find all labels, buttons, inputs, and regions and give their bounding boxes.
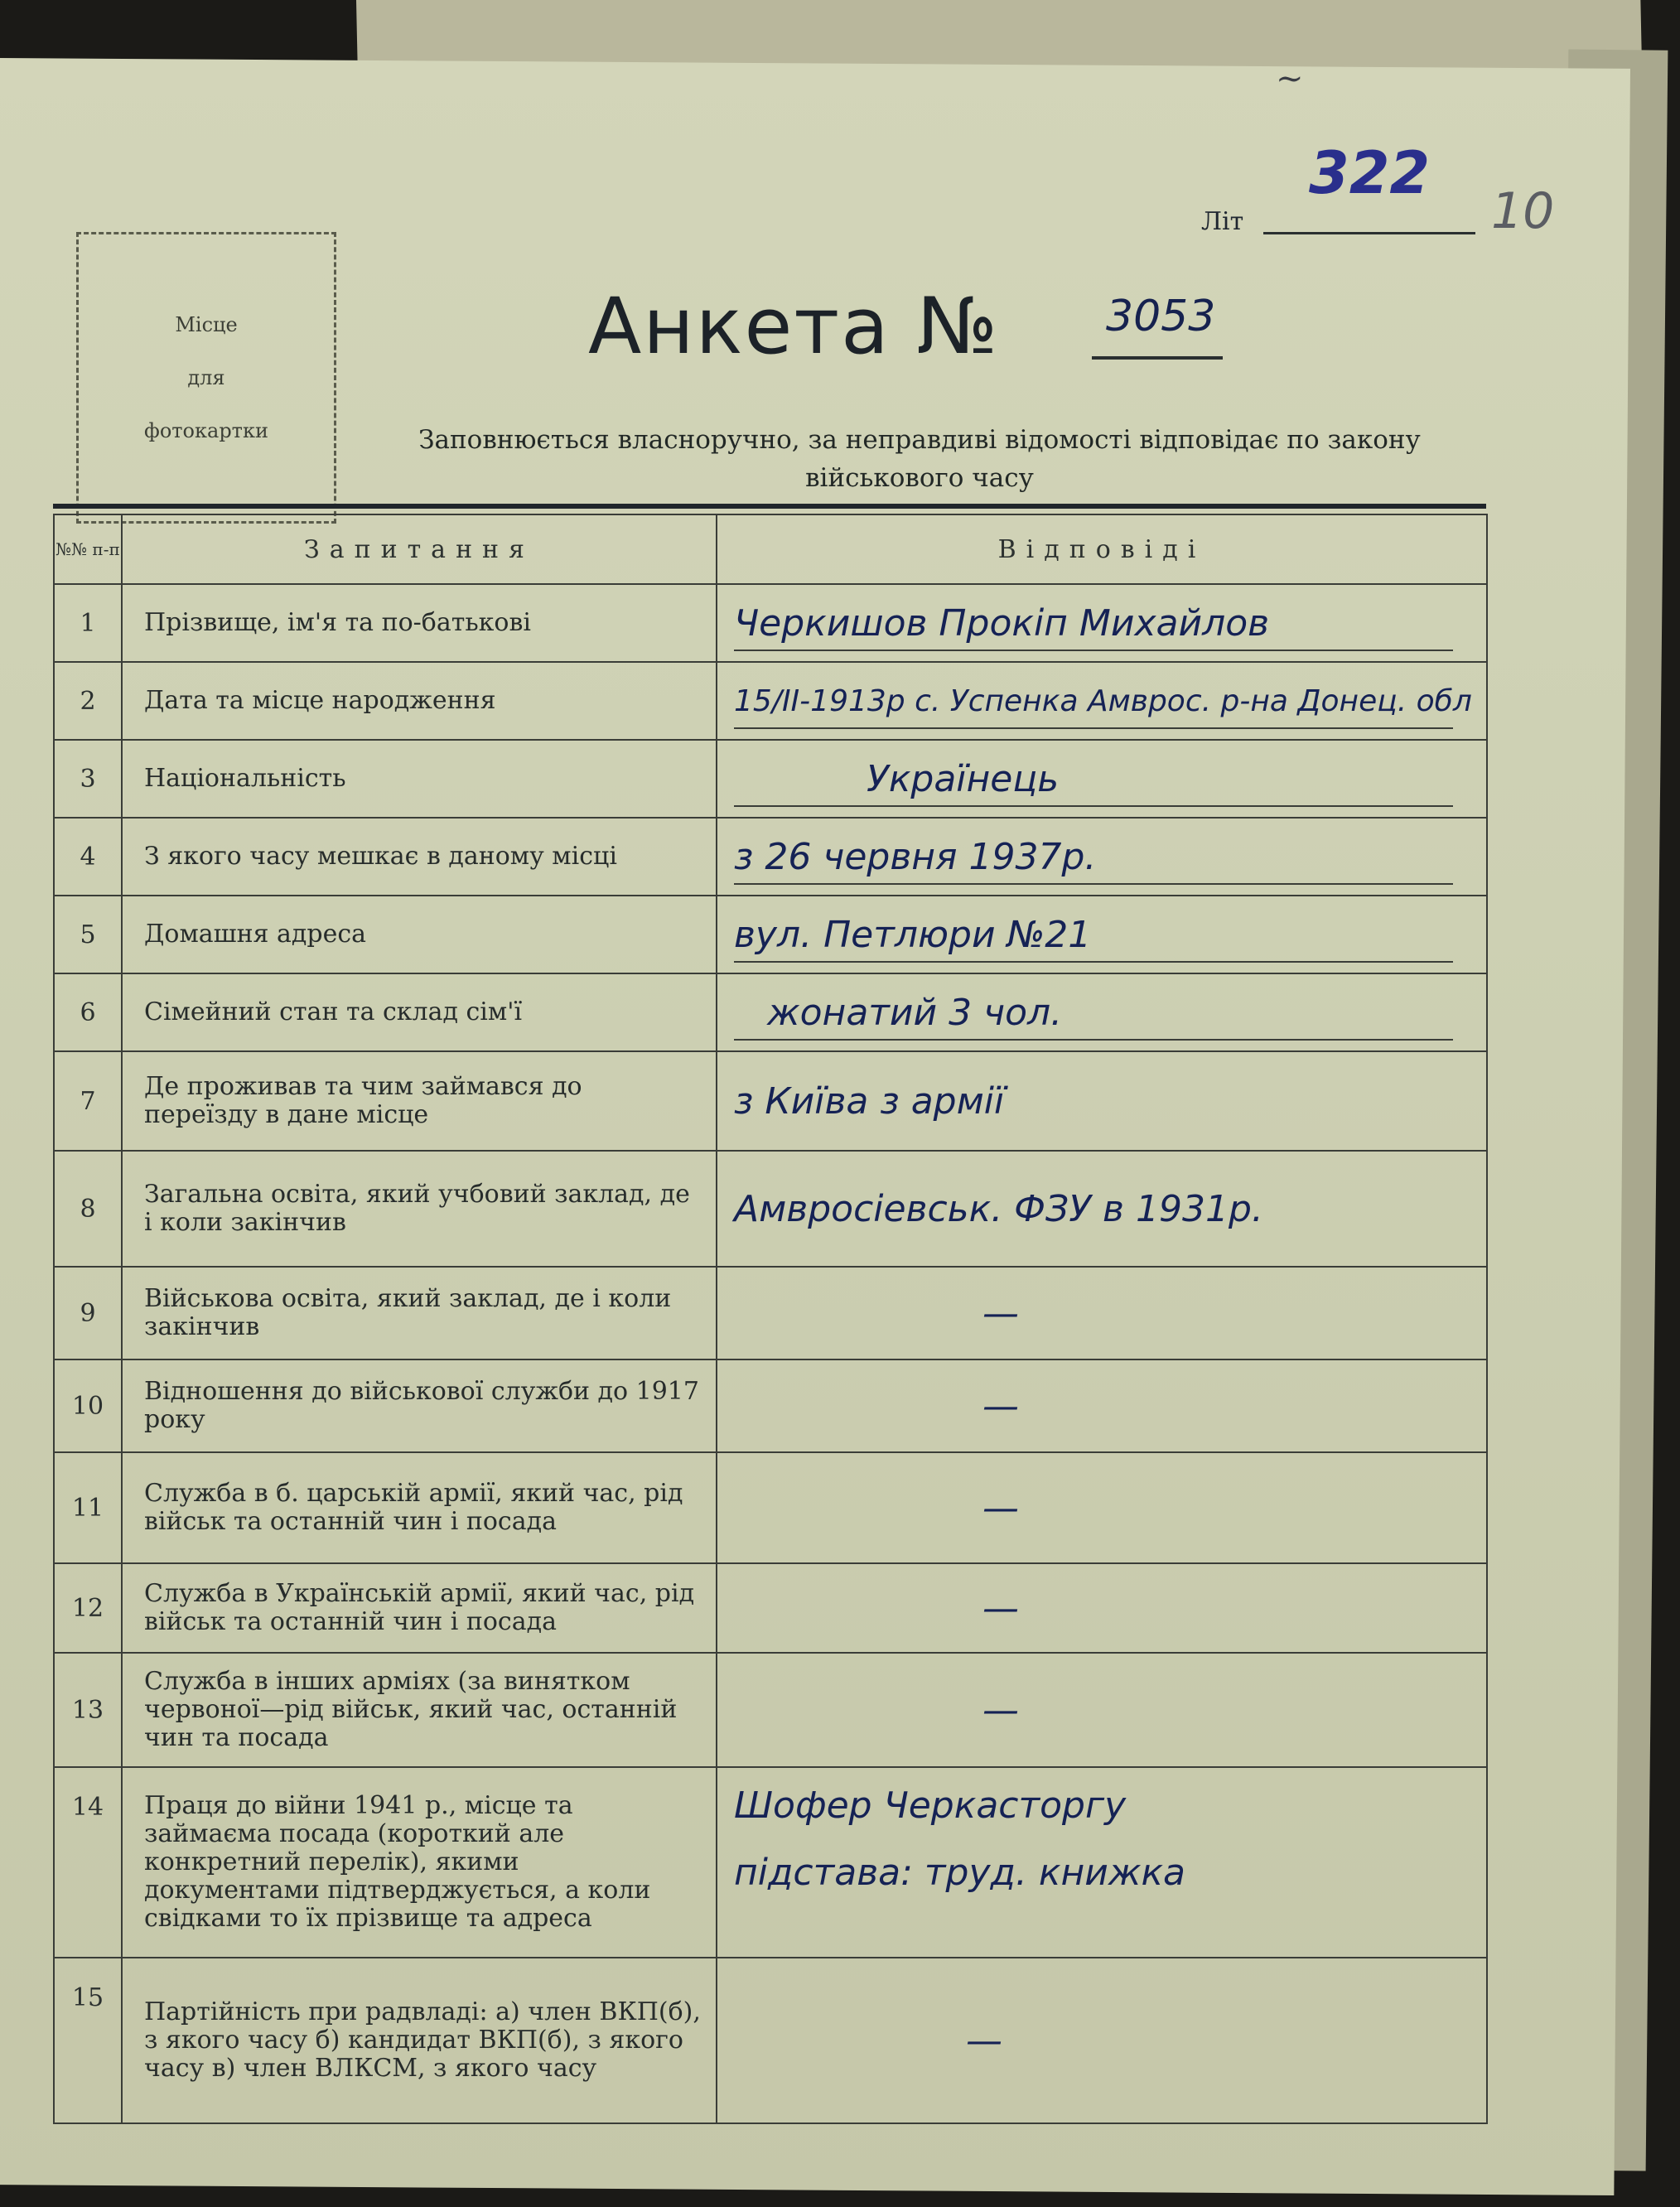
row-number: 4 [54,818,122,896]
header-rule [53,504,1486,509]
row-question: Де проживав та чим займався до переїзду в дане місце [122,1051,717,1151]
lit-side-value: 10 [1491,182,1555,240]
photo-placeholder [76,232,336,524]
row-answer-cell [717,1653,1487,1767]
form-subtitle [364,421,1475,497]
row-question: Прізвище, ім'я та по-батькові [122,584,717,662]
table-row [54,1767,1487,1958]
row-question: Сімейний стан та склад сім'ї [122,973,717,1051]
lit-underline [1263,232,1475,234]
table-row [54,1051,1487,1151]
subtitle-line-1: Заповнюється власноручно, за неправдиві відомості відповідає по закону [418,425,1421,455]
photo-box-line: для [187,366,225,389]
form-number: 3053 [1106,292,1216,341]
table-row [54,1653,1487,1767]
row-answer: з 26 червня 1937р. [734,835,1097,878]
row-question: Загальна освіта, який учбовий заклад, де і коли закінчив [122,1151,717,1267]
row-number: 11 [54,1452,122,1563]
table-row [54,1151,1487,1267]
row-answer: — [982,1486,1019,1529]
row-answer-cell [717,740,1487,818]
row-question: З якого часу мешкає в даному місці [122,818,717,896]
table-header-row [54,514,1487,584]
row-answer-cell [717,1359,1487,1452]
row-answer-cell [717,584,1487,662]
row-answer-cell [717,1151,1487,1267]
row-number: 9 [54,1267,122,1359]
photo-box-line: Місце [175,313,238,336]
row-answer: Черкишов Прокіп Михайлов [734,601,1270,645]
row-answer-line-2: підстава: труд. книжка [734,1852,1186,1894]
row-number: 12 [54,1563,122,1653]
form-title: Анкета № [588,282,1000,372]
col-question-header: Запитання [122,514,717,584]
row-answer: 15/ІІ-1913р с. Успенка Амврос. р-на Донец. обл [734,683,1472,718]
row-question: Служба в б. царській армії, який час, рід військ та останній чин і посада [122,1452,717,1563]
row-answer-cell [717,973,1487,1051]
row-number: 5 [54,896,122,973]
table-row [54,662,1487,740]
row-question: Служба в інших арміях (за винятком червоної—рід військ, який час, останній чин та посада [122,1653,717,1767]
row-answer-cell [717,1051,1487,1151]
row-question: Дата та місце народження [122,662,717,740]
table-row [54,818,1487,896]
table-row [54,1563,1487,1653]
row-question: Національність [122,740,717,818]
row-answer: Українець [867,757,1060,800]
row-answer-cell [717,1267,1487,1359]
row-number: 1 [54,584,122,662]
table-row [54,584,1487,662]
row-answer: — [982,1586,1019,1630]
lit-label: Літ [1201,207,1244,236]
row-question: Праця до війни 1941 р., місце та займаєма посада (короткий але конкретний перелік), якими документами підтверджується, а коли свідками то їх прізвище та адреса [122,1767,717,1958]
table-row [54,740,1487,818]
row-answer: — [966,2019,1002,2062]
row-answer-cell [717,1563,1487,1653]
row-answer: Шофер Черкасторгу [734,1784,1127,1827]
col-answer-header: Відповіді [717,514,1487,584]
lit-value: 322 [1309,139,1431,207]
row-question: Партійність при радвладі: а) член ВКП(б), з якого часу б) кандидат ВКП(б), з якого часу в) член ВЛКСМ, з якого часу [122,1958,717,2123]
table-row [54,1267,1487,1359]
table-row [54,1958,1487,2123]
row-answer-cell [717,1767,1487,1958]
row-number: 3 [54,740,122,818]
row-number: 10 [54,1359,122,1452]
row-number: 13 [54,1653,122,1767]
row-answer: Амвросіевськ. ФЗУ в 1931р. [734,1187,1263,1230]
row-answer: — [982,1292,1019,1335]
row-answer-cell [717,896,1487,973]
row-number: 14 [54,1767,122,1958]
row-answer-cell [717,1452,1487,1563]
form-number-underline [1092,356,1223,360]
table-row [54,1452,1487,1563]
row-number: 8 [54,1151,122,1267]
row-answer: — [982,1688,1019,1731]
row-answer: — [982,1384,1019,1427]
col-num-header: №№ п-п [54,514,122,584]
row-answer: жонатий 3 чол. [767,991,1063,1034]
row-answer-cell [717,1958,1487,2123]
row-question: Відношення до військової служби до 1917 року [122,1359,717,1452]
row-answer-cell [717,818,1487,896]
row-question: Служба в Українській армії, який час, рід військ та останній чин і посада [122,1563,717,1653]
row-number: 15 [54,1958,122,2123]
row-answer: з Київа з армії [734,1079,1005,1123]
table-row [54,1359,1487,1452]
subtitle-line-2: військового часу [805,463,1034,493]
row-number: 7 [54,1051,122,1151]
row-question: Домашня адреса [122,896,717,973]
row-number: 2 [54,662,122,740]
photo-box-line: фотокартки [144,419,268,442]
row-question: Військова освіта, який заклад, де і коли закінчив [122,1267,717,1359]
row-answer: вул. Петлюри №21 [734,913,1092,956]
questionnaire-table [53,514,1488,2124]
row-answer-cell [717,662,1487,740]
row-number: 6 [54,973,122,1051]
table-row [54,973,1487,1051]
table-row [54,896,1487,973]
top-mark: ~ [1276,60,1304,98]
